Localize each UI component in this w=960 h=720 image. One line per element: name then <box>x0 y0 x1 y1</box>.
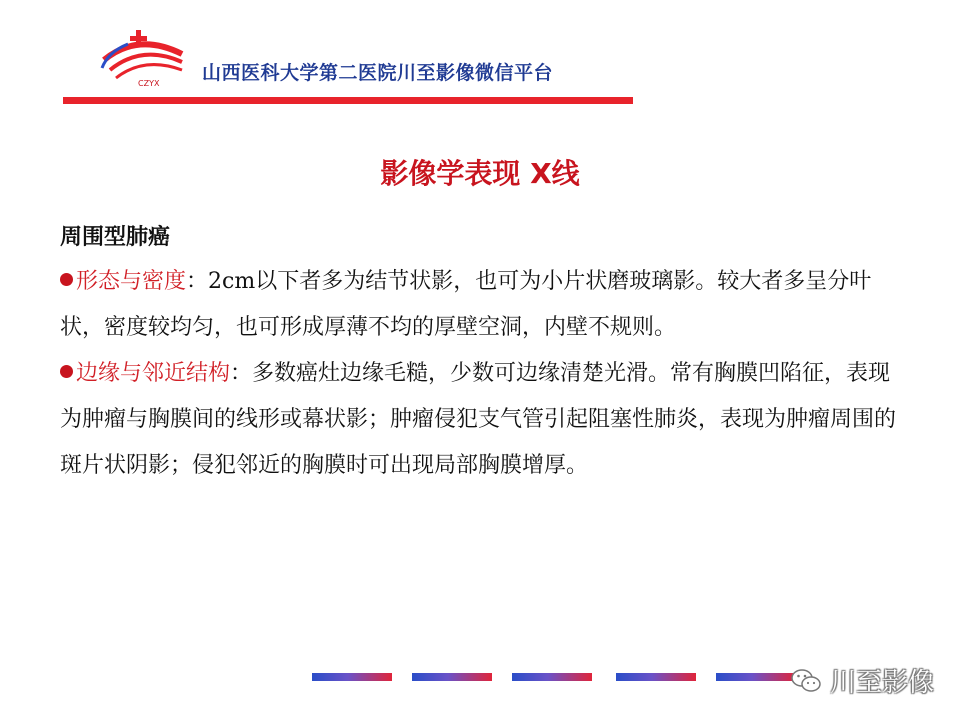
footer-bar <box>616 673 696 681</box>
footer-bar <box>412 673 492 681</box>
header-title: 山西医科大学第二医院川至影像微信平台 <box>202 62 554 84</box>
footer-bar <box>716 673 796 681</box>
bullet-term: 形态与密度 <box>76 269 187 294</box>
slide-title: 影像学表现 X线 <box>380 157 580 190</box>
header-rule <box>63 97 633 104</box>
bullet-text: ：多数癌灶边缘毛糙，少数可边缘清楚光滑。常有胸膜凹陷征，表现为肿瘤与胸膜间的线形或幕状影；肿瘤侵犯支气管引起阻塞性肺炎，表现为肿瘤周围的斑片状阴影；侵犯邻近的胸膜时可出现局部胸膜增厚。 <box>60 361 897 478</box>
bullet-term: 边缘与邻近结构 <box>76 361 231 386</box>
footer-bar <box>312 673 392 681</box>
bullet-text: ：2cm以下者多为结节状影，也可为小片状磨玻璃影。较大者多呈分叶状，密度较均匀，也可形成厚薄不均的厚壁空洞，内壁不规则。 <box>60 269 872 340</box>
section-heading: 周围型肺癌 <box>60 225 171 250</box>
slide-content <box>60 220 912 489</box>
bullet-paragraph-margin <box>60 351 912 489</box>
logo-text: CZYX <box>138 79 160 88</box>
footer-bar <box>512 673 592 681</box>
bullet-dot-icon <box>60 273 73 286</box>
bullet-paragraph-morphology <box>60 259 912 351</box>
wechat-icon <box>790 666 822 696</box>
hospital-logo <box>98 24 184 92</box>
bullet-dot-icon <box>60 365 73 378</box>
watermark-label: 川至影像 <box>830 668 935 698</box>
